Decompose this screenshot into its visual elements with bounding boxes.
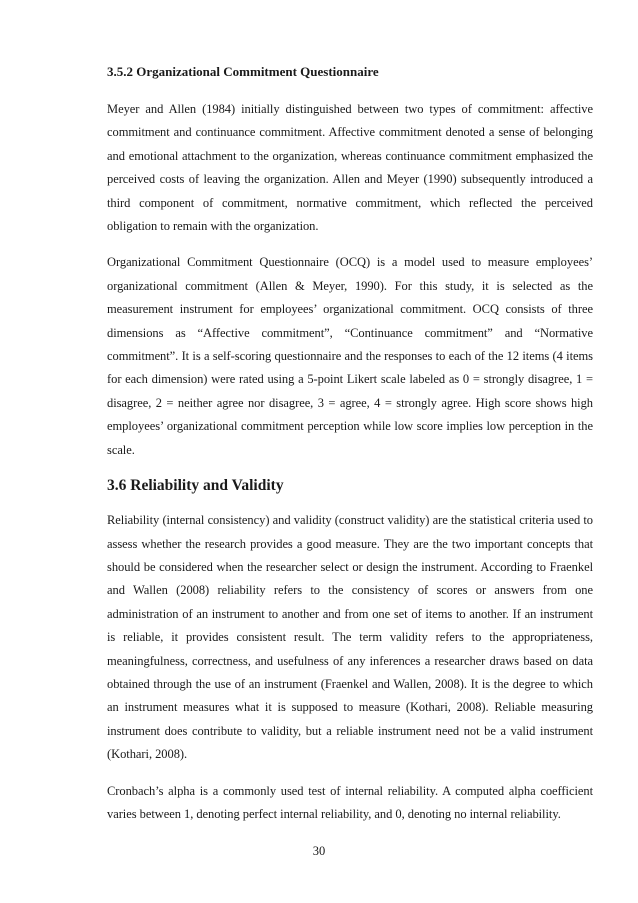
document-page [107,62,593,839]
section-3-5-2-paragraph-1: Meyer and Allen (1984) initially distinguished between two types of commitment: affective commitment and continuance commitment. Affective commitment denoted a sense of belonging and emotional attachment to the organization, whereas continuance commitment emphasized the perceived costs of leaving the organization. Allen and Meyer (1990) subsequently introduced a third component of commitment, normative commitment, which reflected the perceived obligation to remain with the organization. [107,102,593,234]
section-3-6-paragraph-1: Reliability (internal consistency) and validity (construct validity) are the statistical criteria used to assess whether the research provides a good measure. They are the two important concepts that should be considered when the researcher select or design the instrument. According to Fraenkel and Wallen (2008) reliability refers to the consistency of scores or answers from one administration of an instrument to another and from one set of items to another. If an instrument is reliable, it provides consistent result. The term validity refers to the appropriateness, meaningfulness, correctness, and usefulness of any inferences a researcher draws based on data obtained through the use of an instrument (Fraenkel and Wallen, 2008). It is the degree to which an instrument measures what it is supposed to measure (Kothari, 2008). Reliable measuring instrument does contribute to validity, but a reliable instrument need not be a valid instrument (Kothari, 2008). [107,513,593,762]
section-3-5-2-heading: 3.5.2 Organizational Commitment Questionnaire [107,64,379,79]
section-3-6-paragraph-2: Cronbach’s alpha is a commonly used test of internal reliability. A computed alpha coefficient varies between 1, denoting perfect internal reliability, and 0, denoting no internal reliability. [107,783,593,821]
page-number: 30 [312,844,326,858]
section-3-6-heading: 3.6 Reliability and Validity [107,477,284,495]
section-3-5-2-paragraph-2: Organizational Commitment Questionnaire (OCQ) is a model used to measure employees’ organizational commitment (Allen & Meyer, 1990). For this study, it is selected as the measurement instrument for employees’ organizational commitment. OCQ consists of three dimensions as “Affective commitment”, “Continuance commitment” and “Normative commitment”. It is a self-scoring questionnaire and the responses to each of the 12 items (4 items for each dimension) were rated using a 5-point Likert scale labeled as 0 = strongly disagree, 1 = disagree, 2 = neither agree nor disagree, 3 = agree, 4 = strongly agree. High score shows high employees’ organizational commitment perception while low score implies low perception in the scale. [107,255,593,457]
